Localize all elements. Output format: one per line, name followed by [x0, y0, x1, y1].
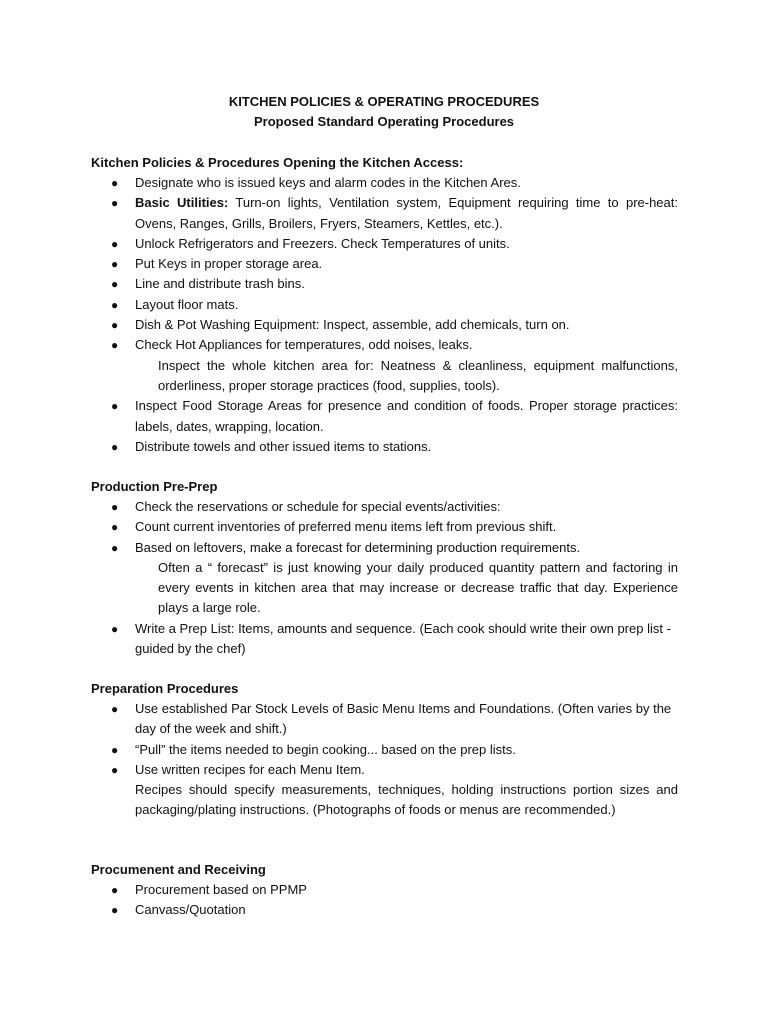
section-heading: Production Pre-Prep [91, 479, 218, 494]
bullet-icon: ● [111, 236, 119, 251]
bullet-icon: ● [111, 439, 119, 454]
bullet-list [91, 497, 678, 659]
bullet-icon: ● [111, 257, 119, 272]
bullet-icon: ● [111, 762, 119, 777]
list-item: ● Dish & Pot Washing Equipment: Inspect, assemble, add chemicals, turn on. [91, 315, 678, 335]
list-item: ● Check Hot Appliances for temperatures, odd noises, leaks. [91, 335, 678, 355]
list-item: ● Use written recipes for each Menu Item. [91, 760, 678, 780]
indented-note: Recipes should specify measurements, techniques, holding instructions portion sizes and packaging/plating instructions. (Photographs of foods or menus are recommended.) [135, 782, 678, 818]
list-item: ● Put Keys in proper storage area. [91, 254, 678, 274]
bullet-icon: ● [111, 742, 119, 757]
bullet-icon: ● [111, 399, 119, 414]
section-heading: Kitchen Policies & Procedures Opening the Kitchen Access: [91, 155, 464, 170]
bullet-icon: ● [111, 702, 119, 716]
bullet-icon: ● [111, 277, 119, 292]
bullet-icon: ● [111, 540, 119, 555]
list-item: ● Line and distribute trash bins. [91, 274, 678, 294]
bullet-icon: ● [111, 318, 119, 333]
bullet-list [91, 699, 678, 821]
list-item: ● Write a Prep List: Items, amounts and sequence. (Each cook should write their own prep list - guided by the chef) [111, 620, 671, 657]
bullet-icon: ● [111, 883, 119, 897]
bullet-list [91, 173, 678, 457]
list-item: ● Count current inventories of preferred menu items left from previous shift. [91, 517, 678, 537]
bullet-icon: ● [111, 196, 119, 211]
list-item: ● Based on leftovers, make a forecast for determining production requirements. [91, 538, 678, 558]
list-item: ● Use established Par Stock Levels of Basic Menu Items and Foundations. (Often varies by the day of the week and shift.) [111, 701, 672, 737]
list-item: ● Procurement based on PPMP [91, 880, 678, 900]
list-item: ● Check the reservations or schedule for special events/activities: [91, 497, 678, 517]
bullet-icon: ● [111, 621, 119, 636]
list-item: ● Layout floor mats. [91, 295, 678, 315]
document-subtitle: Proposed Standard Operating Procedures [253, 114, 515, 129]
section-heading: Procumenent and Receiving [91, 862, 266, 877]
bullet-list [91, 880, 678, 921]
list-item: ● Basic Utilities: Turn-on lights, Ventilation system, Equipment requiring time to pre-heat: Ovens, Ranges, Grills, Broilers, Fryers, Steamers, Kettles, etc.). [111, 195, 678, 231]
list-item: ● Distribute towels and other issued items to stations. [91, 437, 678, 457]
section-heading: Preparation Procedures [91, 681, 239, 696]
list-item: ● Inspect Food Storage Areas for presence and condition of foods. Proper storage practices: labels, dates, wrapping, location. [111, 398, 678, 434]
indented-note: Inspect the whole kitchen area for: Neatness & cleanliness, equipment malfunctions, orderliness, proper storage practices (food, supplies, tools). [158, 357, 678, 393]
bullet-icon: ● [111, 338, 119, 353]
indented-note: Often a “ forecast” is just knowing your daily produced quantity pattern and factoring in every events in kitchen area that may increase or decrease traffic that day. Experience plays a large role. [158, 559, 678, 616]
list-item: ● “Pull” the items needed to begin cooking... based on the prep lists. [91, 740, 678, 760]
bullet-icon: ● [111, 500, 119, 514]
bullet-icon: ● [111, 520, 119, 535]
list-item: ● Unlock Refrigerators and Freezers. Check Temperatures of units. [91, 234, 678, 254]
document-title: KITCHEN POLICIES & OPERATING PROCEDURES [228, 94, 540, 109]
list-item: ● Canvass/Quotation [91, 900, 678, 920]
bullet-icon: ● [111, 903, 119, 918]
bullet-icon: ● [111, 297, 119, 312]
bullet-icon: ● [111, 176, 119, 190]
list-item: ● Designate who is issued keys and alarm codes in the Kitchen Ares. [91, 173, 678, 193]
